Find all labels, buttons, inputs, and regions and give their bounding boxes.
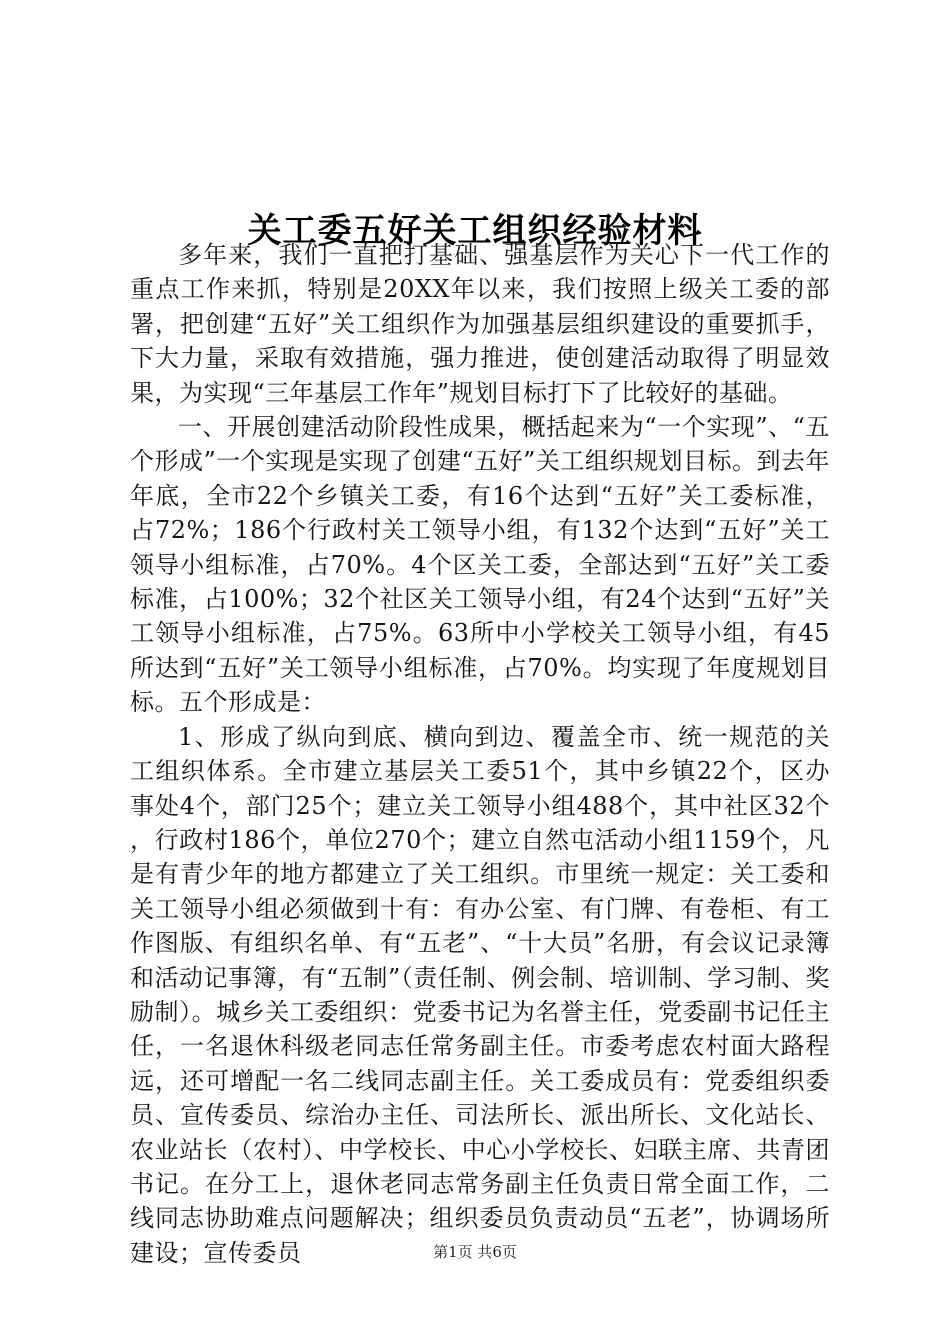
paragraph-intro: 多年来，我们一直把打基础、强基层作为关心下一代工作的重点工作来抓，特别是20XX年以来，我们按照上级关工委的部署，把创建“五好”关工组织作为加强基层组织建设的重要抓手，下大力量，采取有效措施，强力推进，使创建活动取得了明显效果，为实现“三年基层工作年”规划目标打下了比较好的基础。 — [130, 241, 830, 407]
paragraph-item-one: 1、形成了纵向到底、横向到边、覆盖全市、统一规范的关工组织体系。全市建立基层关工委51个，其中乡镇22个，区办事处4个，部门25个；建立关工领导小组488个，其中社区32个，行政村186个，单位270个；建立自然屯活动小组1159个，凡是有青少年的地方都建立了关工组织。市里统一规定：关工委和关工领导小组必须做到十有：有办公室、有门牌、有卷柜、有工作图版、有组织名单、有“五老”、“十大员”名册，有会议记录簿和活动记事簿，有“五制”（责任制、例会制、培训制、学习制、奖励制）。城乡关工委组织：党委书记为名誉主任，党委副书记任主任，一名退休科级老同志任常务副主任。市委考虑农村面大路程远，还可增配一名二线同志副主任。关工委成员有：党委组织委员、宣传委员、综治办主任、司法所长、派出所长、文化站长、农业站长（农村）、中学校长、中心小学校长、妇联主席、共青团书记。在分工上，退休老同志常务副主任负责日常全面工作，二线同志协助难点问题解决；组织委员负责动员“五老”，协调场所建设；宣传委员 — [130, 722, 830, 1267]
page-footer: 第1页 共6页 — [433, 1243, 517, 1261]
paragraph-section-one: 一、开展创建活动阶段性成果，概括起来为“一个实现”、“五个形成”一个实现是实现了创建“五好”关工组织规划目标。到去年年底，全市22个乡镇关工委，有16个达到“五好”关工委标准，占72%；186个行政村关工领导小组，有132个达到“五好”关工领导小组标准，占70%。4个区关工委，全部达到“五好”关工委标准，占100%；32个社区关工领导小组，有24个达到“五好”关工领导小组标准，占75%。63所中小学校关工领导小组，有45所达到“五好”关工领导小组标准，占70%。均实现了年度规划目标。五个形成是： — [130, 413, 830, 717]
document-title: 关工委五好关工组织经验材料 — [247, 210, 703, 251]
